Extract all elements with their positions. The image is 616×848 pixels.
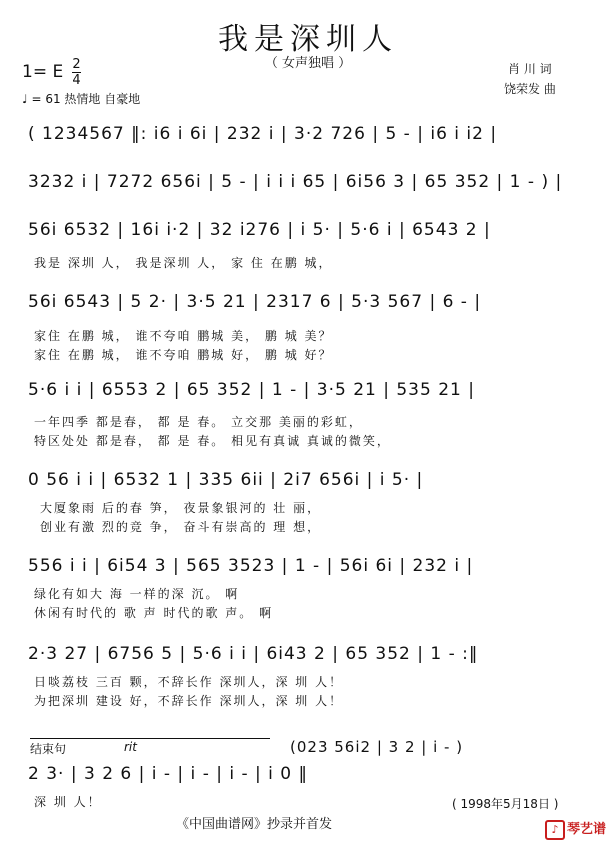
lyric-row-3-verse-1: 我是 深圳 人， 我是深圳 人， 家 住 在鹏 城， [34, 256, 333, 270]
score-row-9: 2 3· | 3 2 6 | i - | i - | i - | i 0 ‖ [28, 764, 309, 784]
lyric-row-5-verse-2: 特区处处 都是春， 都 是 春。 相见有真诚 真诚的微笑， [34, 434, 391, 448]
score-row-2: 3232 i | 7272 656i | 5 - | i i i 65 | 6i56 3 | 65 352 | 1 - ) | [28, 172, 563, 192]
lyric-row-8-verse-2: 为把深圳 建设 好，不辞长作 深圳人，深 圳 人！ [34, 694, 344, 708]
score-row-7: 556 i i | 6i54 3 | 565 3523 | 1 - | 56i 6i | 232 i | [28, 556, 474, 576]
lyricist-credit: 肖 川 词 [508, 62, 552, 76]
time-signature [72, 58, 81, 87]
tempo-marking: ♩ = 61 热情地 自豪地 [22, 92, 141, 106]
lyric-row-4-verse-1: 家住 在鹏 城， 谁不夸咱 鹏城 美， 鹏 城 美？ [34, 329, 333, 343]
song-title: 我是深圳人 [218, 22, 398, 57]
lyric-row-9: 深 圳 人！ [34, 795, 102, 809]
logo-icon: ♪ [545, 820, 565, 840]
lyric-row-6-verse-1: 大厦象雨 后的春 笋， 夜景象银河的 壮 丽， [40, 501, 322, 515]
coda-label: 结束句 [30, 742, 67, 756]
score-row-1: ( 1234567 ‖: i6 i 6i | 232 i | 3·2 726 | 5 - | i6 i i2 | [28, 124, 498, 144]
ritardando-marking: rit [124, 740, 137, 754]
lyric-row-7-verse-2: 休闲有时代的 歌 声 时代的歌 声。 啊 [34, 606, 274, 620]
site-logo [545, 818, 606, 840]
time-sig-top: 2 [72, 57, 81, 72]
score-row-6: 0 56 i i | 6532 1 | 335 6ii | 2i7 656i | i 5· | [28, 470, 424, 490]
logo-text: 琴艺谱 [566, 822, 606, 837]
composer-credit: 饶荣发 曲 [504, 82, 556, 96]
date-stamp: ( 1998年5月18日 ) [452, 797, 559, 811]
score-row-8: 2·3 27 | 6756 5 | 5·6 i i | 6i43 2 | 65 352 | 1 - :‖ [28, 644, 479, 664]
lyric-row-5-verse-1: 一年四季 都是春， 都 是 春。 立交那 美丽的彩虹， [34, 415, 363, 429]
footer-credit: 《中国曲谱网》抄录并首发 [176, 817, 333, 832]
score-row-3: 56i 6532 | 16i i·2 | 32 i276 | i 5· | 5·6 i | 6543 2 | [28, 220, 491, 240]
song-subtitle: （ 女声独唱 ） [264, 56, 352, 71]
alternate-ending: (023 56i2 | 3 2 | i - ) [290, 738, 464, 756]
lyric-row-8-verse-1: 日啖荔枝 三百 颗，不辞长作 深圳人，深 圳 人！ [34, 675, 344, 689]
lyric-row-4-verse-2: 家住 在鹏 城， 谁不夸咱 鹏城 好， 鹏 城 好？ [34, 348, 333, 362]
time-sig-bottom: 4 [72, 73, 81, 88]
score-row-4: 56i 6543 | 5 2· | 3·5 21 | 2317 6 | 5·3 567 | 6 - | [28, 292, 482, 312]
lyric-row-6-verse-2: 创业有激 烈的竞 争， 奋斗有崇高的 理 想， [40, 520, 322, 534]
key-signature: 1= E [22, 62, 64, 82]
score-row-5: 5·6 i i | 6553 2 | 65 352 | 1 - | 3·5 21 | 535 21 | [28, 380, 475, 400]
lyric-row-7-verse-1: 绿化有如大 海 一样的深 沉。 啊 [34, 587, 240, 601]
